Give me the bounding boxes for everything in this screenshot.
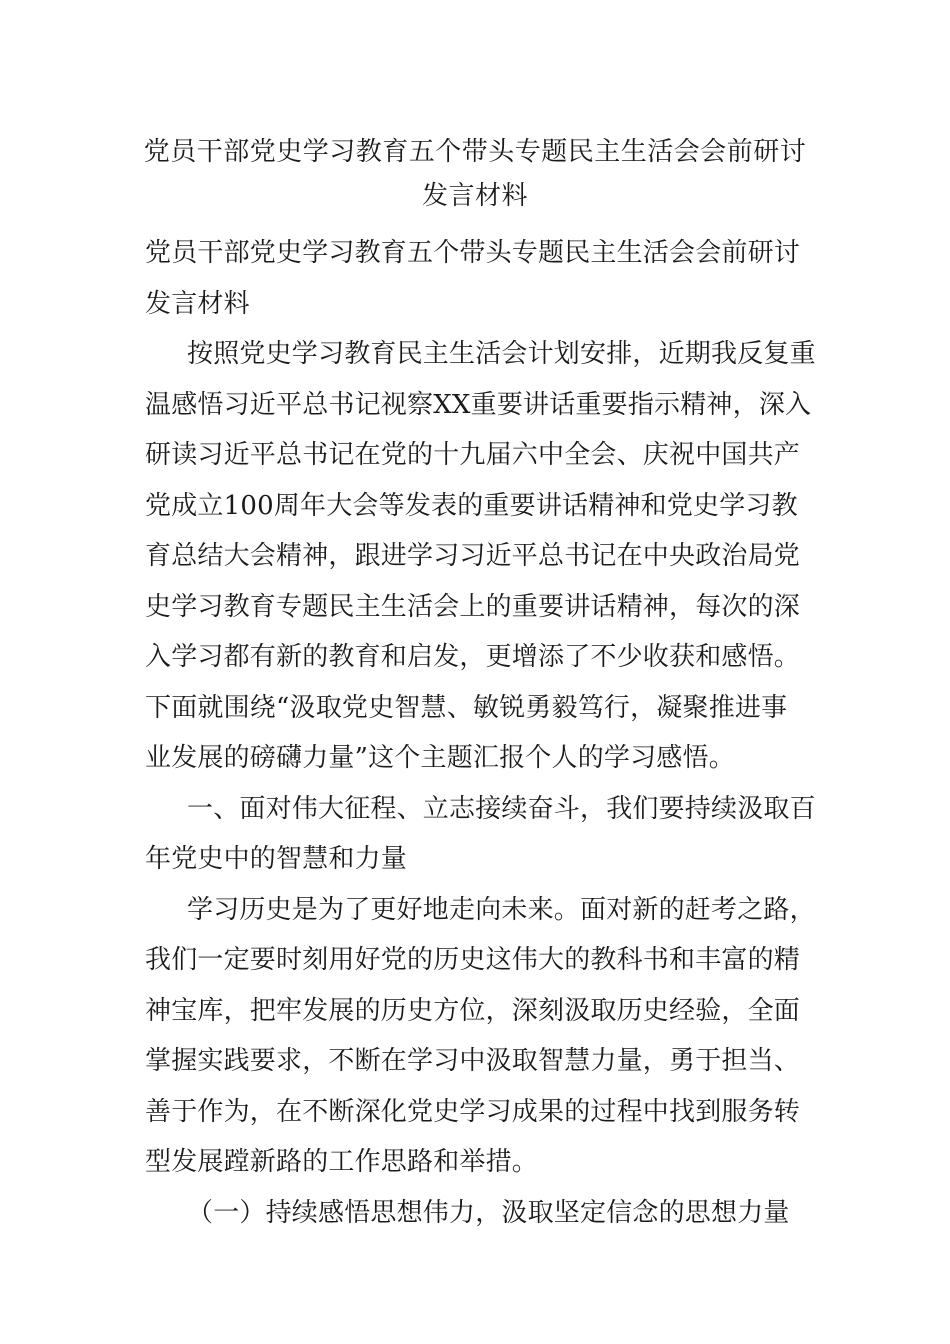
text-line: 学习历史是为了更好地走向未来。面对新的赶考之路，: [187, 894, 816, 925]
document-title: [120, 130, 830, 218]
document-body: [145, 228, 816, 1238]
text-line: 研读习近平总书记在党的十九届六中全会、庆祝中国共产: [145, 440, 801, 470]
title-line-1: 党员干部党史学习教育五个带头专题民主生活会会前研讨: [143, 137, 807, 167]
text-line: 一、面对伟大征程、立志接续奋斗，我们要持续汲取百: [187, 793, 816, 824]
text-line: 史学习教育专题民主生活会上的重要讲话精神，每次的深: [145, 591, 801, 622]
text-line: 我们一定要时刻用好党的历史这伟大的教科书和丰富的精: [145, 945, 801, 975]
text-line: 业发展的磅礴力量”这个主题汇报个人的学习感悟。: [145, 743, 735, 773]
title-line-2: 发言材料: [421, 181, 528, 211]
text-line: （一）持续感悟思想伟力，汲取坚定信念的思想力量: [187, 1197, 790, 1228]
text-line: 年党史中的智慧和力量: [145, 844, 408, 874]
text-line: 善于作为，在不断深化党史学习成果的过程中找到服务转: [145, 1096, 801, 1127]
text-line: 掌握实践要求，不断在学习中汲取智慧力量，勇于担当、: [145, 1046, 801, 1076]
text-line: 发言材料: [145, 288, 250, 319]
text-line: 按照党史学习教育民主生活会计划安排，近期我反复重: [187, 339, 816, 369]
text-line: 党员干部党史学习教育五个带头专题民主生活会会前研讨: [145, 238, 801, 268]
text-line: 育总结大会精神，跟进学习习近平总书记在中央政治局党: [145, 541, 801, 571]
text-line: 下面就围绕“汲取党史智慧、敏锐勇毅笃行，凝聚推进事: [145, 692, 788, 723]
text-line: 神宝库，把牢发展的历史方位，深刻汲取历史经验，全面: [145, 995, 801, 1026]
text-line: 党成立100周年大会等发表的重要讲话精神和党史学习教: [145, 490, 798, 521]
text-line: 型发展蹚新路的工作思路和举措。: [145, 1147, 539, 1177]
text-line: 温感悟习近平总书记视察XX重要讲话重要指示精神，深入: [145, 389, 812, 420]
text-line: 入学习都有新的教育和启发，更增添了不少收获和感悟。: [145, 642, 801, 672]
